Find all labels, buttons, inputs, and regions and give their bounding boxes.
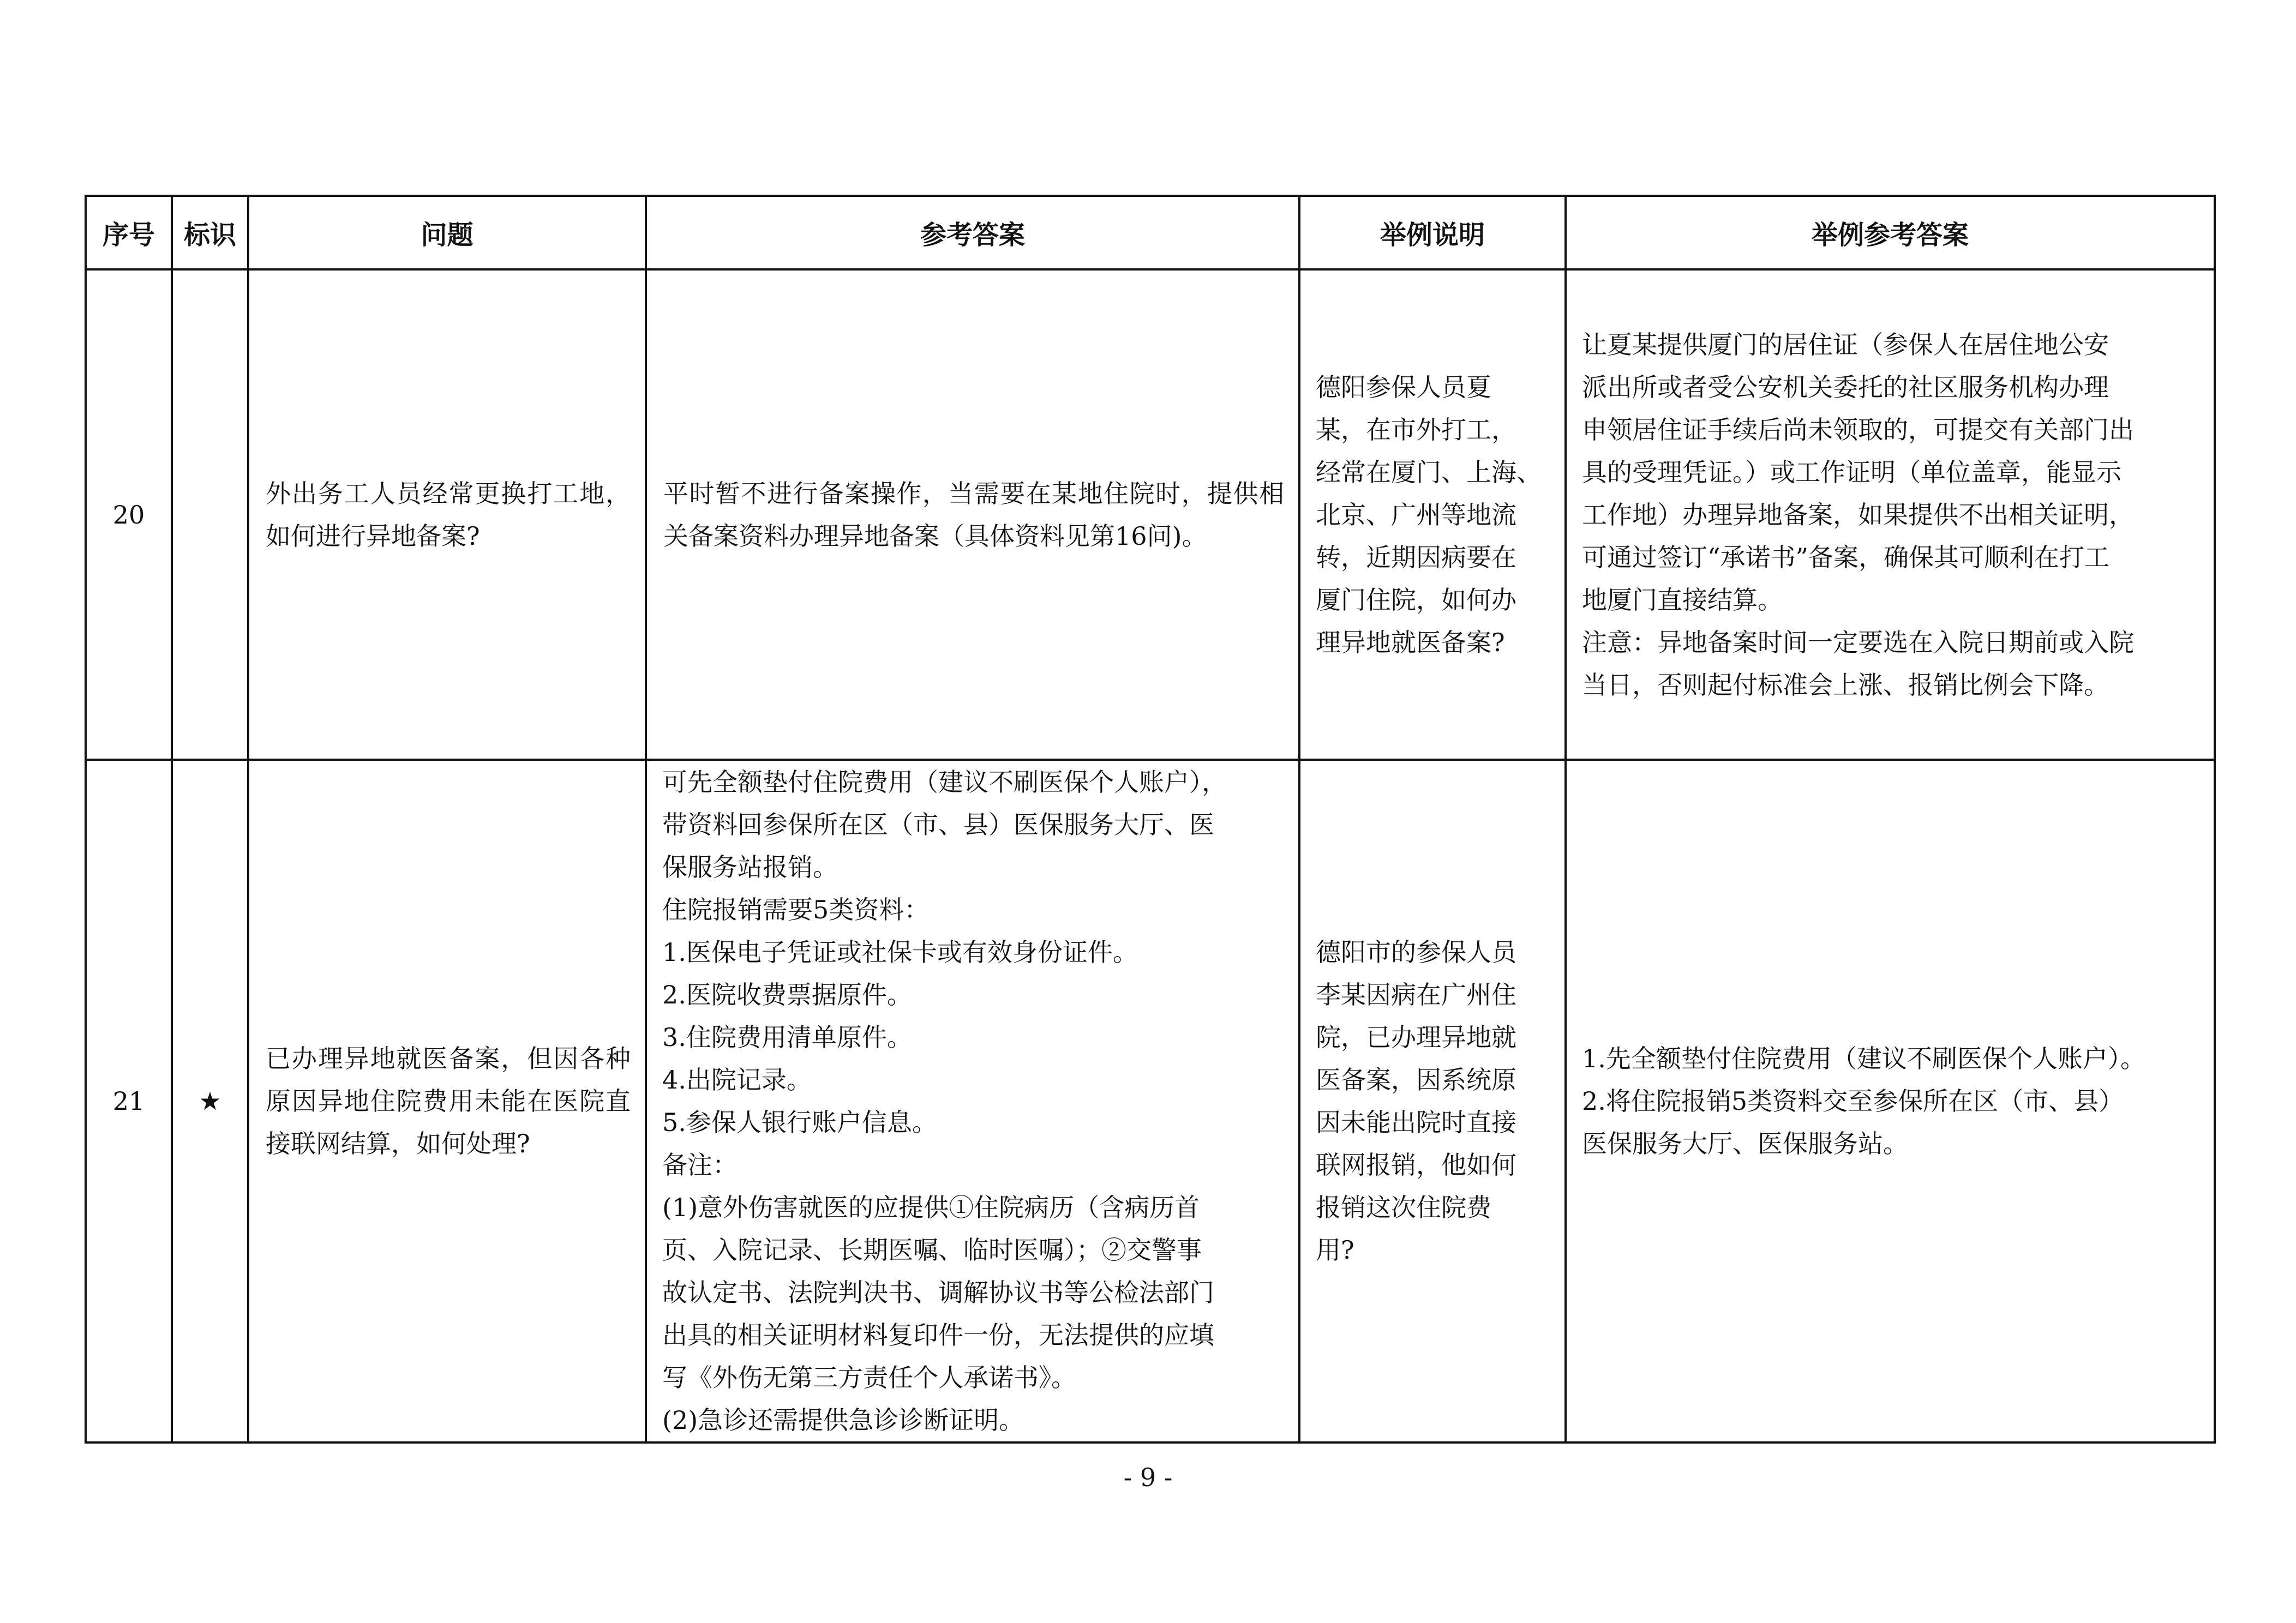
example-answer-text (1567, 323, 2214, 706)
star-icon: ★ (172, 760, 248, 1442)
answer-line: 保服务站报销。 (662, 852, 838, 882)
example-line: 某，在市外打工， (1316, 414, 1516, 444)
page-number: - 9 - (1123, 1463, 1173, 1492)
answer-text (647, 761, 1298, 1441)
example-text (1300, 931, 1564, 1271)
example-line: 用? (1316, 1235, 1354, 1265)
answer-line: 4.出院记录。 (662, 1065, 812, 1095)
answer-line: 出具的相关证明材料复印件一份，无法提供的应填 (662, 1320, 1214, 1350)
row-example-answer (1566, 760, 2215, 1442)
header-example: 举例说明 (1299, 196, 1566, 269)
answer-line: 备注： (662, 1150, 738, 1180)
example-answer-line: 让夏某提供厦门的居住证（参保人在居住地公安 (1582, 329, 2109, 359)
answer-line: (1)意外伤害就医的应提供①住院病历（含病历首 (662, 1193, 1200, 1222)
example-answer-line: 工作地）办理异地备案，如果提供不出相关证明， (1582, 500, 2134, 530)
row-mark (172, 269, 248, 760)
header-row (86, 196, 2215, 269)
answer-line: 5.参保人银行账户信息。 (662, 1108, 937, 1137)
example-answer-line: 申领居住证手续后尚未领取的，可提交有关部门出 (1582, 414, 2134, 444)
example-line: 因未能出院时直接 (1316, 1108, 1516, 1137)
row-example-answer (1566, 269, 2215, 760)
row-seq: 20 (86, 269, 172, 760)
example-line: 李某因病在广州住 (1316, 980, 1516, 1009)
header-example-answer: 举例参考答案 (1566, 196, 2215, 269)
example-answer-line: 地厦门直接结算。 (1582, 585, 1783, 615)
answer-line: 带资料回参保所在区（市、县）医保服务大厅、医 (662, 810, 1214, 839)
row-answer (646, 269, 1299, 760)
answer-text: 平时暂不进行备案操作，当需要在某地住院时，提供相关备案资料办理异地备案（具体资料见第16问)。 (663, 478, 1284, 551)
example-line: 德阳市的参保人员 (1316, 937, 1516, 967)
faq-table (85, 195, 2216, 1444)
answer-line: 2.医院收费票据原件。 (662, 980, 912, 1009)
example-line: 医备案，因系统原 (1316, 1065, 1516, 1095)
example-line: 院，已办理异地就 (1316, 1023, 1516, 1052)
example-answer-line: 1.先全额垫付住院费用（建议不刷医保个人账户）。 (1582, 1044, 2145, 1073)
header-question: 问题 (248, 196, 646, 269)
row-question (248, 269, 646, 760)
row-seq: 21 (86, 760, 172, 1442)
example-line: 厦门住院，如何办 (1316, 585, 1516, 615)
question-text: 外出务工人员经常更换打工地，如何进行异地备案? (266, 478, 631, 551)
example-answer-text (1567, 1037, 2214, 1165)
row-example (1299, 269, 1566, 760)
answer-line: 1.医保电子凭证或社保卡或有效身份证件。 (662, 937, 1138, 967)
example-line: 报销这次住院费 (1316, 1193, 1491, 1222)
header-mark: 标识 (172, 196, 248, 269)
example-answer-line: 具的受理凭证。）或工作证明（单位盖章，能显示 (1582, 457, 2121, 487)
example-line: 经常在厦门、上海、 (1316, 457, 1542, 487)
example-line: 联网报销，他如何 (1316, 1150, 1516, 1180)
example-line: 北京、广州等地流 (1316, 500, 1516, 530)
answer-line: 写《外伤无第三方责任个人承诺书》。 (662, 1363, 1076, 1392)
table-row (86, 269, 2215, 760)
example-line: 理异地就医备案? (1316, 627, 1505, 657)
example-answer-line: 注意：异地备案时间一定要选在入院日期前或入院 (1582, 627, 2134, 657)
table-row (86, 760, 2215, 1442)
header-seq: 序号 (86, 196, 172, 269)
answer-line: (2)急诊还需提供急诊诊断证明。 (662, 1405, 1024, 1435)
example-answer-line: 医保服务大厅、医保服务站。 (1582, 1129, 1908, 1158)
example-answer-line: 派出所或者受公安机关委托的社区服务机构办理 (1582, 372, 2109, 402)
answer-line: 故认定书、法院判决书、调解协议书等公检法部门 (662, 1278, 1214, 1307)
question-text: 已办理异地就医备案，但因各种原因异地住院费用未能在医院直接联网结算，如何处理? (266, 1044, 631, 1158)
example-line: 转，近期因病要在 (1316, 542, 1516, 572)
row-question (248, 760, 646, 1442)
example-line: 德阳参保人员夏 (1316, 372, 1491, 402)
answer-line: 住院报销需要5类资料： (662, 895, 930, 924)
answer-line: 可先全额垫付住院费用（建议不刷医保个人账户）， (662, 767, 1227, 797)
answer-line: 页、入院记录、长期医嘱、临时医嘱）；②交警事 (662, 1235, 1202, 1265)
example-text (1300, 366, 1564, 664)
example-answer-line: 当日，否则起付标准会上涨、报销比例会下降。 (1582, 670, 2109, 700)
row-example (1299, 760, 1566, 1442)
answer-line: 3.住院费用清单原件。 (662, 1023, 912, 1052)
example-answer-line: 可通过签订“承诺书”备案，确保其可顺利在打工 (1582, 542, 2110, 572)
row-answer (646, 760, 1299, 1442)
header-answer: 参考答案 (646, 196, 1299, 269)
example-answer-line: 2.将住院报销5类资料交至参保所在区（市、县） (1582, 1086, 2124, 1116)
